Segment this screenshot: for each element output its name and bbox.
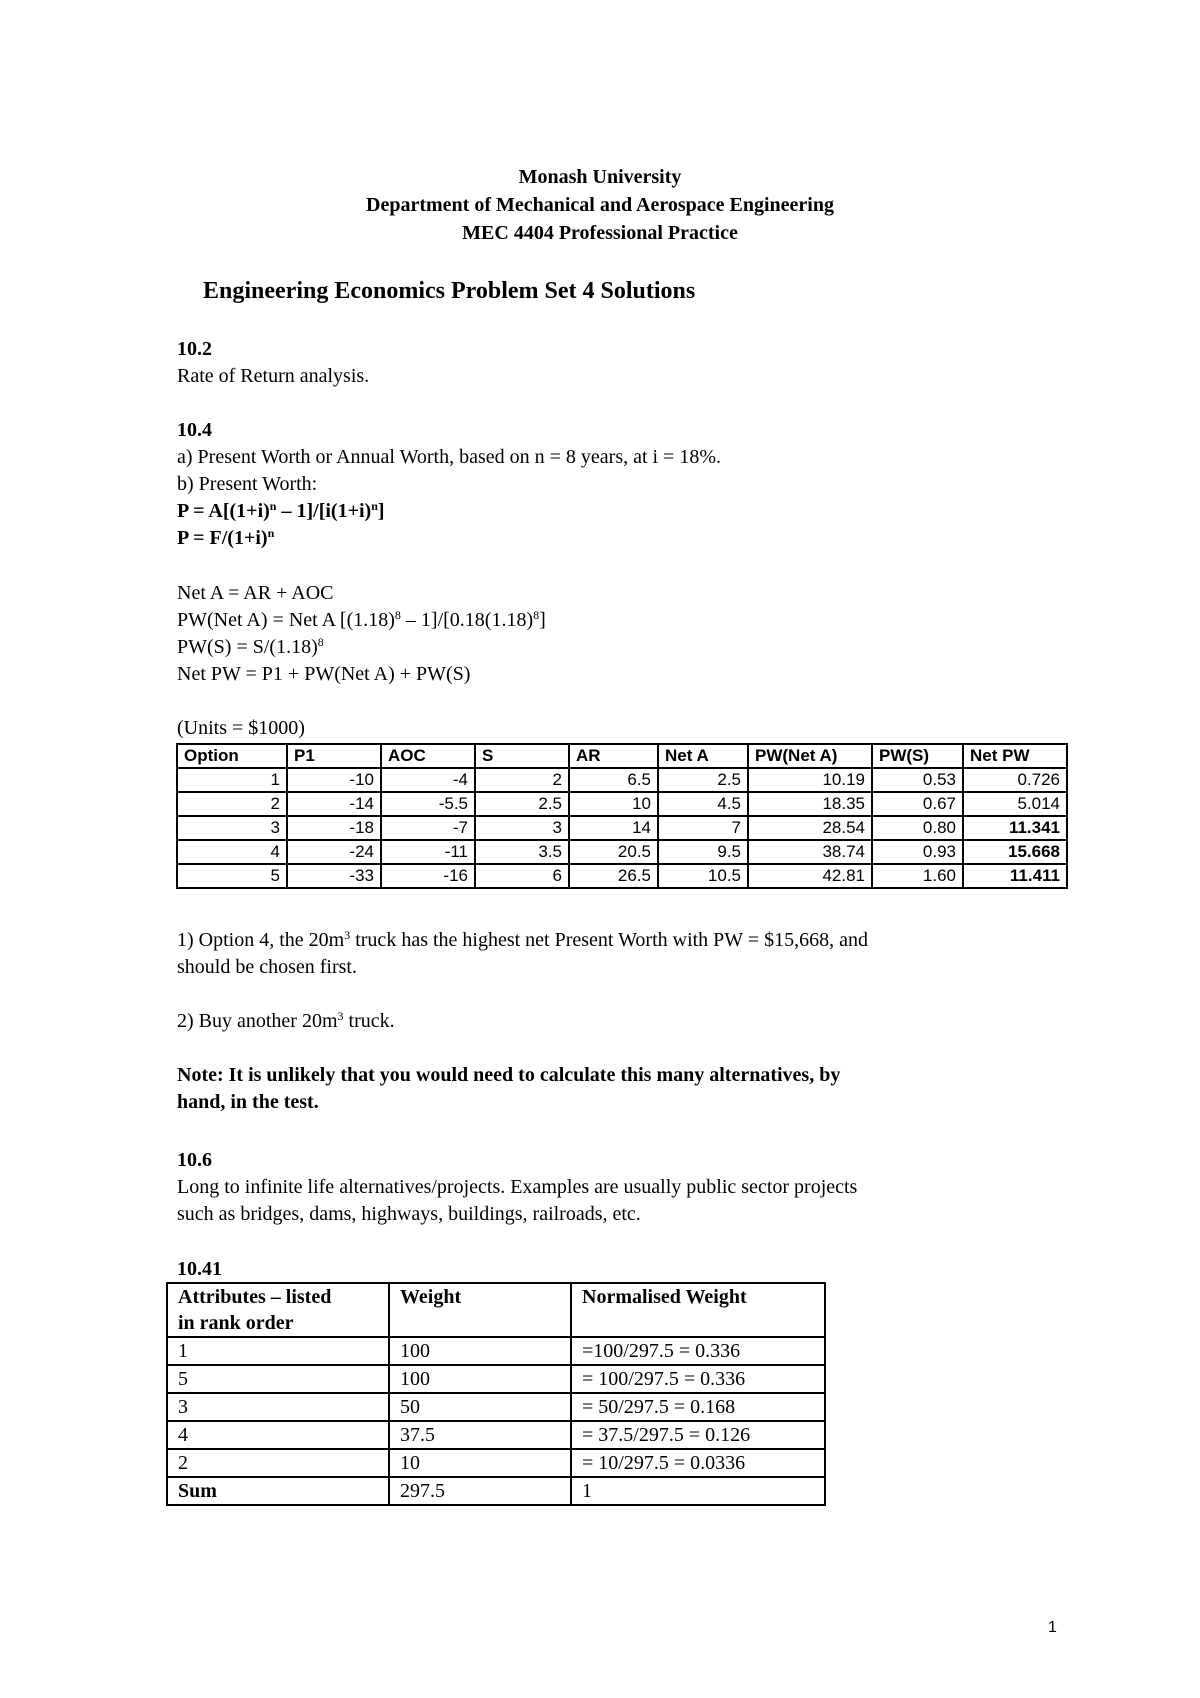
course-name: MEC 4404 Professional Practice [462,222,738,244]
formula-exponent: 8 [317,635,324,649]
question-number: 10.41 [177,1258,222,1280]
table-header-cell: Weight [389,1283,571,1337]
table-cell: 2 [177,792,287,816]
table-header-cell: Normalised Weight [571,1283,825,1337]
page-number: 1 [1048,1619,1057,1636]
table-cell: -33 [287,864,381,888]
question-number: 10.6 [177,1149,212,1171]
table-cell: 1.60 [872,864,963,888]
department-name: Department of Mechanical and Aerospace Engineering [366,194,834,216]
table-cell: 3 [475,816,569,840]
note-line-2: hand, in the test. [177,1091,319,1113]
table-cell: 100 [389,1365,571,1393]
formula-exponent: n [371,499,378,513]
options-table [176,743,1068,889]
table-cell: -4 [381,768,475,792]
question-number: 10.4 [177,419,212,441]
table-cell: 1 [571,1477,825,1505]
table-header-cell: S [475,744,569,768]
table-header-cell: Net A [658,744,748,768]
table-cell: 9.5 [658,840,748,864]
table-header-cell: Option [177,744,287,768]
formula-exponent: n [267,526,275,540]
table-row [177,864,1067,888]
table-row [167,1421,825,1449]
table-row [167,1393,825,1421]
answer-2 [177,1008,1037,1035]
table-cell: 0.80 [872,816,963,840]
table-cell: 0.67 [872,792,963,816]
table-cell: 3 [177,816,287,840]
table-cell: 4.5 [658,792,748,816]
formula-exponent: 8 [533,608,540,622]
table-cell: =100/297.5 = 0.336 [571,1337,825,1365]
table-cell: 5 [167,1365,389,1393]
table-cell: 5.014 [963,792,1067,816]
answer-text: Rate of Return analysis. [177,365,370,387]
formula-part: – 1]/[0.18(1.18) [400,609,534,631]
table-cell: -18 [287,816,381,840]
part-a-text: a) Present Worth or Annual Worth, based on n = 8 years, at i = 18%. [177,446,722,468]
formula-part: – 1]/[i(1+i) [276,500,372,522]
table-cell: 20.5 [569,840,658,864]
table-header-row [167,1283,825,1337]
answer-exponent: 3 [337,1009,344,1023]
formula-part: PW(S) = S/(1.18) [177,636,318,658]
formula-exponent: n [269,499,277,513]
table-header-cell: PW(Net A) [748,744,872,768]
answer-part: truck has the highest net Present Worth with PW = $15,668, and [350,929,868,951]
table-cell: 4 [177,840,287,864]
table-header-cell: AR [569,744,658,768]
header-line: in rank order [178,1312,294,1334]
table-cell: 3 [167,1393,389,1421]
table-cell: 37.5 [389,1421,571,1449]
units-note: (Units = $1000) [177,717,305,739]
note-line-1: Note: It is unlikely that you would need to calculate this many alternatives, by [177,1064,841,1086]
table-cell: 11.341 [963,816,1067,840]
pw-net-a-formula [177,607,1037,634]
table-cell: 0.93 [872,840,963,864]
table-cell: 38.74 [748,840,872,864]
table-cell: 26.5 [569,864,658,888]
formula-annuity [177,498,1037,525]
table-cell: = 37.5/297.5 = 0.126 [571,1421,825,1449]
table-row [177,840,1067,864]
formula-part: P = F/(1+i) [177,527,268,549]
answer-1-line-2: should be chosen first. [177,956,357,978]
table-row [177,768,1067,792]
table-cell: 3.5 [475,840,569,864]
table-cell: = 50/297.5 = 0.168 [571,1393,825,1421]
table-cell: 10.5 [658,864,748,888]
table-cell: 10.19 [748,768,872,792]
table-header-cell [167,1283,389,1337]
table-cell: 2.5 [475,792,569,816]
table-cell: 1 [177,768,287,792]
table-cell: 11.411 [963,864,1067,888]
table-cell: -14 [287,792,381,816]
question-10-4-answers [177,927,1037,1116]
question-10-41 [177,1256,1037,1283]
table-cell: -24 [287,840,381,864]
page-title: Engineering Economics Problem Set 4 Solutions [203,278,696,304]
formula-part: P = A[(1+i) [177,500,270,522]
table-sum-row [167,1477,825,1505]
answer-part: truck. [343,1010,395,1032]
table-cell: Sum [167,1477,389,1505]
table-cell: 2.5 [658,768,748,792]
answer-1-line-1 [177,927,1037,954]
table-cell: 10 [569,792,658,816]
table-row [177,792,1067,816]
table-header-cell: Net PW [963,744,1067,768]
table-cell: 100 [389,1337,571,1365]
table-cell: 5 [177,864,287,888]
question-10-6 [177,1147,1037,1228]
table-row [177,816,1067,840]
formula-part: PW(Net A) = Net A [(1.18) [177,609,395,631]
table-header-cell: AOC [381,744,475,768]
table-header-cell: PW(S) [872,744,963,768]
table-cell: 1 [167,1337,389,1365]
table-cell: 15.668 [963,840,1067,864]
formula-part: ] [377,500,385,522]
table-cell: 297.5 [389,1477,571,1505]
formula-exponent: 8 [394,608,401,622]
net-a-formula: Net A = AR + AOC [177,582,334,604]
table-cell: 6.5 [569,768,658,792]
table-row [167,1337,825,1365]
table-cell: 6 [475,864,569,888]
answer-exponent: 3 [344,928,351,942]
table-cell: 7 [658,816,748,840]
table-cell: -16 [381,864,475,888]
table-cell: 2 [475,768,569,792]
question-number: 10.2 [177,338,212,360]
table-row [167,1365,825,1393]
question-10-4-calculations [177,580,1037,742]
table-header-cell: P1 [287,744,381,768]
table-cell: -11 [381,840,475,864]
net-pw-formula: Net PW = P1 + PW(Net A) + PW(S) [177,663,471,685]
formula-part: ] [539,609,546,631]
table-cell: = 100/297.5 = 0.336 [571,1365,825,1393]
pw-s-formula [177,634,1037,661]
table-cell: 10 [389,1449,571,1477]
table-cell: -7 [381,816,475,840]
table-cell: 0.53 [872,768,963,792]
answer-part: 2) Buy another 20m [177,1010,338,1032]
answer-part: 1) Option 4, the 20m [177,929,345,951]
table-cell: 18.35 [748,792,872,816]
table-cell: 42.81 [748,864,872,888]
table-cell: = 10/297.5 = 0.0336 [571,1449,825,1477]
table-cell: 14 [569,816,658,840]
table-cell: -10 [287,768,381,792]
attributes-table [166,1282,826,1506]
formula-future [177,525,1037,552]
table-cell: 50 [389,1393,571,1421]
answer-line-2: such as bridges, dams, highways, buildings, railroads, etc. [177,1203,641,1225]
table-cell: 4 [167,1421,389,1449]
table-row [167,1449,825,1477]
table-cell: 0.726 [963,768,1067,792]
table-cell: 2 [167,1449,389,1477]
university-name: Monash University [518,166,682,188]
question-10-2 [177,336,1037,390]
header-line: Attributes – listed [178,1286,332,1308]
answer-line-1: Long to infinite life alternatives/projects. Examples are usually public sector projects [177,1176,858,1198]
table-cell: 28.54 [748,816,872,840]
question-10-4 [177,417,1037,552]
table-header-row [177,744,1067,768]
table-cell: -5.5 [381,792,475,816]
part-b-text: b) Present Worth: [177,473,318,495]
document-header [0,163,1200,247]
